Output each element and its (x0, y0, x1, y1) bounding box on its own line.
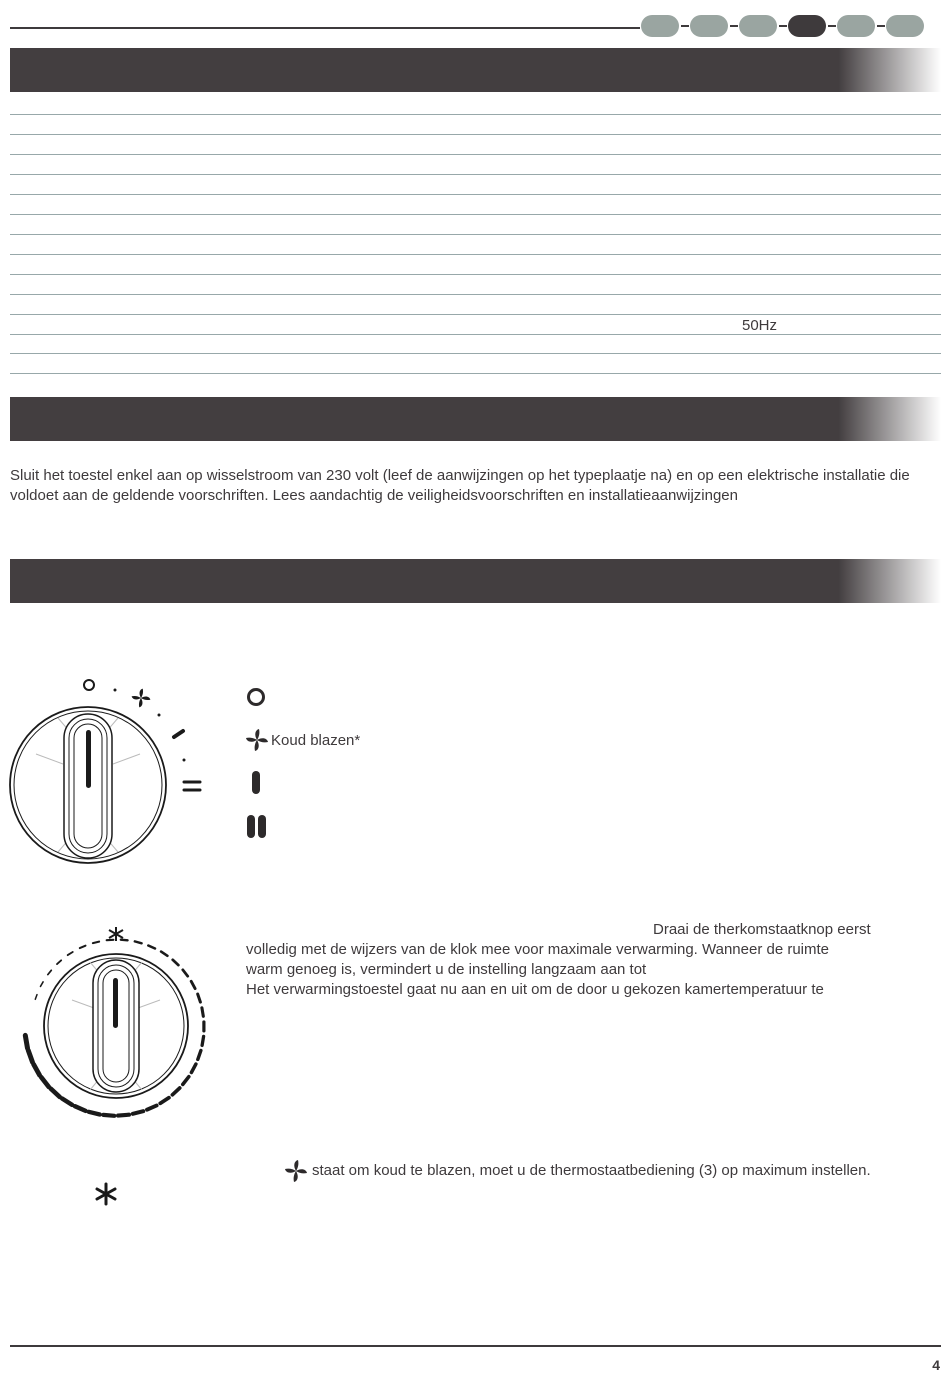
page-number: 4 (932, 1357, 940, 1373)
heat-level-1-icon (250, 770, 264, 796)
fan-icon (284, 1159, 308, 1183)
scale-tick (80, 946, 86, 948)
table-row-line (10, 254, 941, 255)
thermostat-paragraph (246, 920, 946, 1000)
scale-tick (183, 1077, 189, 1085)
scale-tick (173, 960, 179, 965)
heat-level-2-icon (246, 814, 270, 840)
section-header-bar-specs (10, 48, 941, 92)
scale-tick (121, 940, 128, 941)
scale-tick (25, 1035, 27, 1048)
scale-tick (172, 1088, 179, 1095)
scale-tick (68, 952, 73, 955)
connection-paragraph: Sluit het toestel enkel aan op wisselstroom van 230 volt (leef de aanwijzingen op het typeplaatje na) en op een elektrische installatie die voldoet aan de geldende voorschriften. Lees aandachtig de veiligheidsvoorschriften en installatieaanwijzingen (10, 467, 910, 504)
scale-tick (198, 1051, 201, 1060)
scale-tick (202, 1036, 204, 1045)
step-connector (828, 25, 836, 27)
thermostat-knob (6, 922, 220, 1132)
table-row-line (10, 314, 941, 315)
step-indicator-6[interactable] (886, 15, 924, 37)
scale-tick (191, 1064, 196, 1072)
thermostat-line-3: warm genoeg is, vermindert u de instelling langzaam aan tot (246, 961, 647, 978)
scale-tick (62, 1099, 72, 1105)
table-row-line (10, 214, 941, 215)
fan-icon (245, 728, 269, 752)
scale-tick (135, 941, 142, 943)
thermostat-line-4: Het verwarmingstoestel gaat nu aan en uit om de door u gekozen kamertemperatuur te (246, 981, 824, 998)
table-row-line (10, 234, 941, 235)
scale-tick (191, 981, 195, 988)
scale-tick (89, 1112, 100, 1115)
step-indicator-4-active[interactable] (788, 15, 826, 37)
table-row-line (10, 373, 941, 374)
scale-tick (34, 1064, 40, 1075)
spec-frequency-value: 50Hz (742, 317, 778, 334)
table-row-line (10, 194, 941, 195)
off-mode-icon (246, 686, 268, 708)
scale-tick (75, 1106, 86, 1111)
table-row-line (10, 154, 941, 155)
step-connector (779, 25, 787, 27)
cold-blow-label: Koud blazen* (271, 732, 361, 749)
scale-tick (160, 1098, 169, 1104)
table-row-line (10, 174, 941, 175)
mode-selector-knob (8, 674, 218, 870)
scale-tick (41, 1077, 49, 1087)
scale-tick (183, 970, 188, 976)
scale-tick (202, 1008, 203, 1017)
step-indicator-1[interactable] (641, 15, 679, 37)
thermostat-line-1: Draai de therkomstaatknop eerst (653, 921, 871, 938)
scale-tick (103, 1115, 114, 1116)
header-rule (10, 27, 640, 29)
table-row-line (10, 274, 941, 275)
scale-tick (57, 960, 61, 964)
scale-tick (133, 1111, 143, 1114)
scale-tick (35, 995, 37, 1000)
table-row-line (10, 294, 941, 295)
scale-tick (51, 1089, 60, 1097)
step-connector (877, 25, 885, 27)
scale-tick (28, 1050, 32, 1062)
scale-tick (48, 970, 52, 974)
step-indicator-5[interactable] (837, 15, 875, 37)
step-connector (730, 25, 738, 27)
section-header-bar-connection (10, 397, 941, 441)
scale-tick (198, 994, 201, 1002)
scale-tick (41, 982, 44, 987)
asterisk-icon (94, 1182, 118, 1206)
scale-tick (93, 942, 99, 944)
table-row-line (10, 353, 941, 354)
footer-rule (10, 1345, 941, 1347)
table-row-line (10, 134, 941, 135)
scale-tick (161, 952, 167, 956)
scale-tick (148, 946, 155, 949)
step-indicator-3[interactable] (739, 15, 777, 37)
table-row-line (10, 114, 941, 115)
fan-note-text: staat om koud te blazen, moet u de thermostaatbediening (3) op maximum instellen. (312, 1162, 871, 1179)
scale-tick (118, 1115, 129, 1116)
table-row-line (10, 334, 941, 335)
thermostat-line-2: volledig met de wijzers van de klok mee voor maximale verwarming. Wanneer de ruimte (246, 941, 830, 958)
scale-tick (147, 1106, 157, 1110)
step-connector (681, 25, 689, 27)
section-header-bar-usage (10, 559, 941, 603)
step-indicator-2[interactable] (690, 15, 728, 37)
